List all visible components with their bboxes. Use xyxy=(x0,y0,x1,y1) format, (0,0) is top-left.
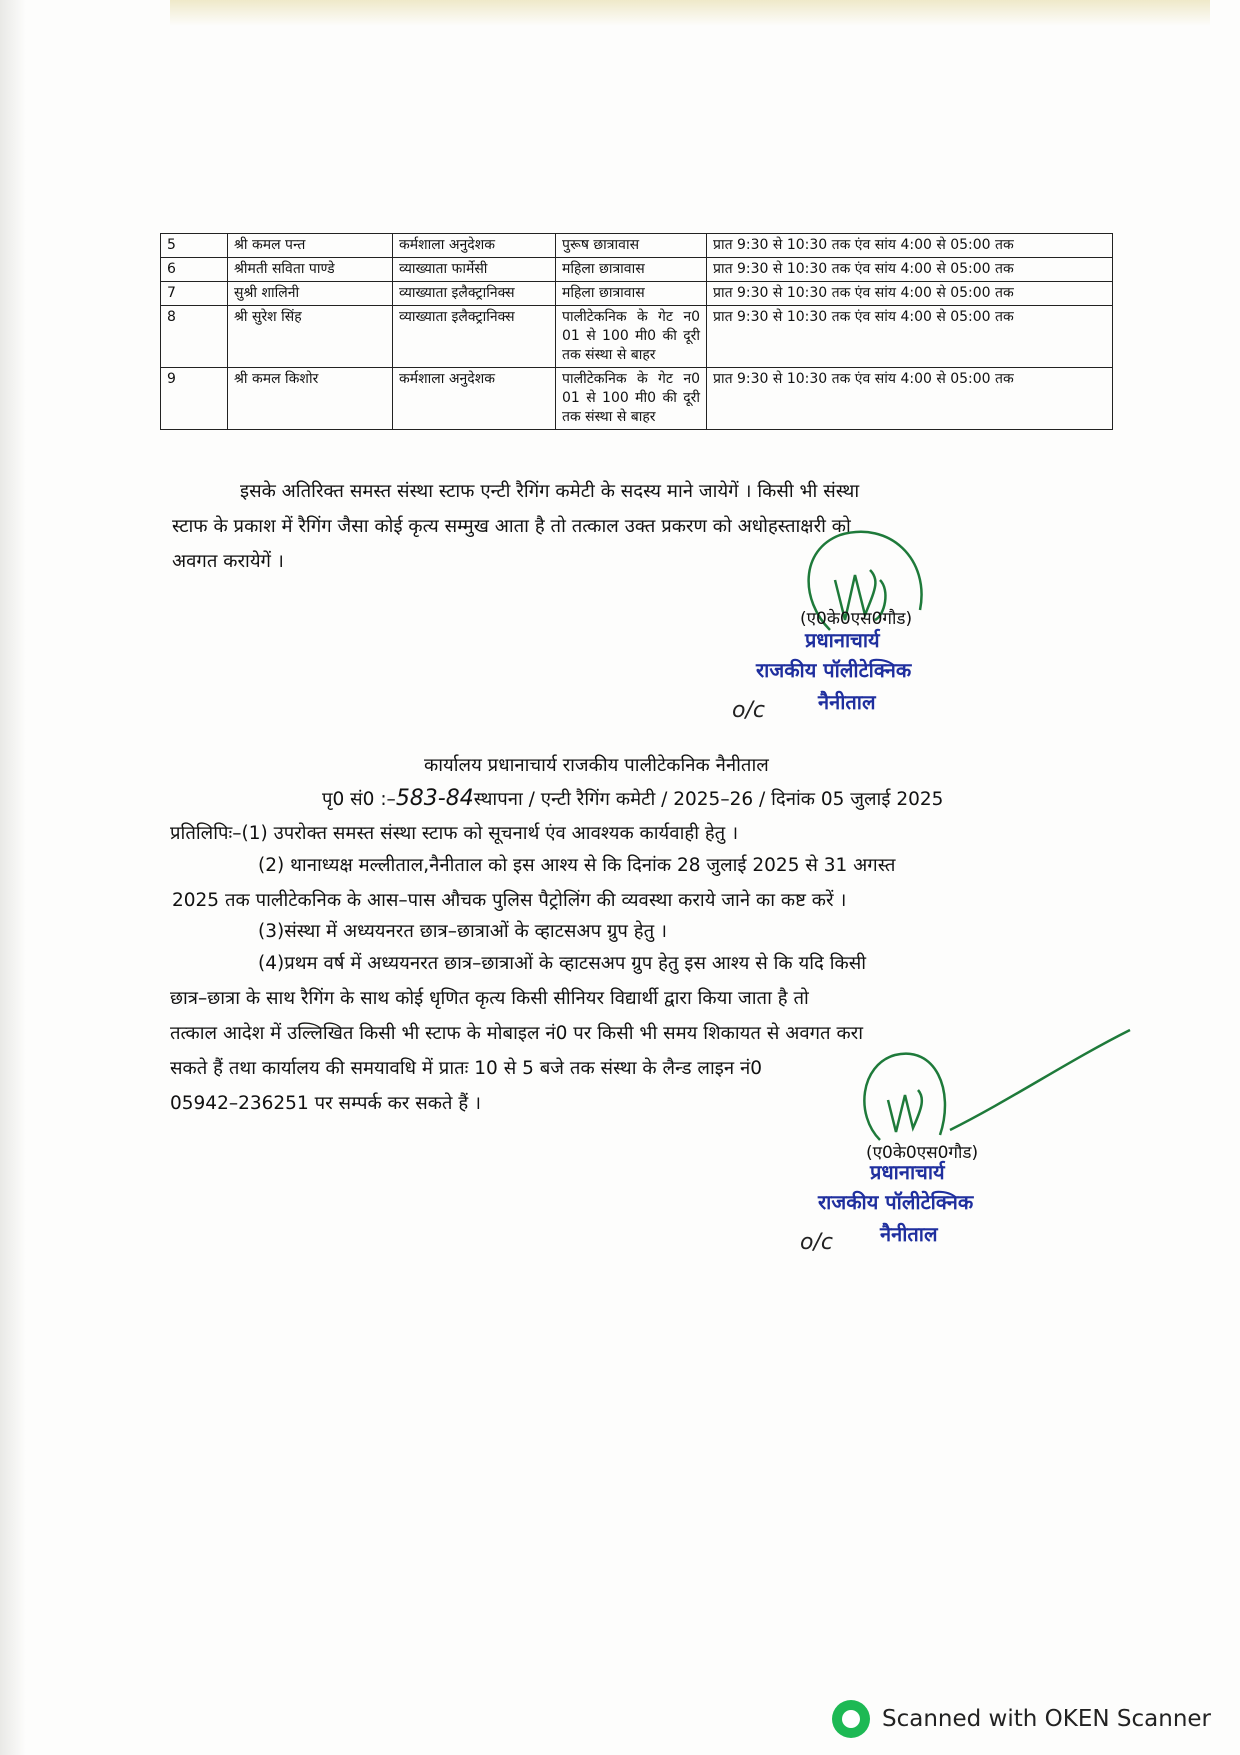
duty-location-cell: महिला छात्रावास xyxy=(556,258,707,282)
designation-cell: कर्मशाला अनुदेशक xyxy=(393,234,556,258)
table-row xyxy=(161,234,1113,258)
oken-scanner-logo-icon xyxy=(832,1700,870,1738)
stamp-2-title: प्रधानाचार्य xyxy=(870,1160,945,1184)
designation-cell: व्याख्याता इलैक्ट्रानिक्स xyxy=(393,282,556,306)
copy-item-4-line: 05942–236251 पर सम्पर्क कर सकते हैं । xyxy=(170,1093,482,1114)
reference-suffix: स्थापना / एन्टी रैगिंग कमेटी / 2025–26 / दिनांक 05 जुलाई 2025 xyxy=(473,789,944,810)
table-row xyxy=(161,306,1113,368)
reference-number: 583-84 xyxy=(395,786,474,811)
serial-number-cell: 7 xyxy=(161,282,228,306)
designation-cell: व्याख्याता फार्मेसी xyxy=(393,258,556,282)
staff-duty-table xyxy=(160,233,1113,430)
duty-time-cell: प्रात 9:30 से 10:30 तक एंव सांय 4:00 से 05:00 तक xyxy=(707,368,1113,430)
duty-location-cell: महिला छात्रावास xyxy=(556,282,707,306)
signature-2-name: (ए0के0एस0गौड) xyxy=(866,1143,979,1163)
copy-item-2-line: (2) थानाध्यक्ष मल्लीताल,नैनीताल को इस आश्य से कि दिनांक 28 जुलाई 2025 से 31 अगस्त xyxy=(258,855,896,876)
scan-top-shadow xyxy=(170,0,1210,26)
scanner-watermark xyxy=(832,1700,1211,1738)
copy-item-1: प्रतिलिपिः–(1) उपरोक्त समस्त संस्था स्टाफ को सूचनार्थ एंव आवश्यक कार्यवाही हेतु । xyxy=(170,823,739,844)
oc-mark-1: o/c xyxy=(732,698,765,723)
duty-time-cell: प्रात 9:30 से 10:30 तक एंव सांय 4:00 से 05:00 तक xyxy=(707,306,1113,368)
duty-time-cell: प्रात 9:30 से 10:30 तक एंव सांय 4:00 से 05:00 तक xyxy=(707,258,1113,282)
designation-cell: कर्मशाला अनुदेशक xyxy=(393,368,556,430)
duty-location-cell: पालीटेकनिक के गेट न0 01 से 100 मी0 की दूरी तक संस्था से बाहर xyxy=(556,306,707,368)
staff-name-cell: श्री कमल पन्त xyxy=(228,234,393,258)
reference-line xyxy=(322,786,943,811)
copy-item-2 xyxy=(172,848,1084,918)
paragraph-line: स्टाफ के प्रकाश में रैगिंग जैसा कोई कृत्य सम्मुख आता है तो तत्काल उक्त प्रकरण को अधोहस्ताक्षरी को xyxy=(172,516,851,537)
table-row xyxy=(161,282,1113,306)
serial-number-cell: 6 xyxy=(161,258,228,282)
copy-item-4-line: तत्काल आदेश में उल्लिखित किसी भी स्टाफ के मोबाइल नं0 पर किसी भी समय शिकायत से अवगत करा xyxy=(170,1023,864,1044)
stamp-1-title: प्रधानाचार्य xyxy=(805,628,880,652)
duty-location-cell: पुरूष छात्रावास xyxy=(556,234,707,258)
staff-name-cell: श्री सुरेश सिंह xyxy=(228,306,393,368)
paragraph-line: अवगत करायेगें । xyxy=(172,551,284,572)
staff-name-cell: सुश्री शालिनी xyxy=(228,282,393,306)
duty-location-cell: पालीटेकनिक के गेट न0 01 से 100 मी0 की दूरी तक संस्था से बाहर xyxy=(556,368,707,430)
duty-time-cell: प्रात 9:30 से 10:30 तक एंव सांय 4:00 से 05:00 तक xyxy=(707,234,1113,258)
stamp-1-institution: राजकीय पॉलीटेक्निक xyxy=(756,658,912,682)
stamp-1-city: नैनीताल xyxy=(818,690,876,714)
table-row xyxy=(161,258,1113,282)
designation-cell: व्याख्याता इलैक्ट्रानिक्स xyxy=(393,306,556,368)
copy-item-4-line: (4)प्रथम वर्ष में अध्ययनरत छात्र–छात्राओं के व्हाटसअप ग्रुप हेतु इस आश्य से कि यदि किसी xyxy=(258,953,866,974)
copy-item-4-line: छात्र–छात्रा के साथ रैगिंग के साथ कोई धृणित कृत्य किसी सीनियर विद्यार्थी द्वारा किया जाता है तो xyxy=(170,988,809,1009)
serial-number-cell: 9 xyxy=(161,368,228,430)
serial-number-cell: 8 xyxy=(161,306,228,368)
staff-name-cell: श्रीमती सविता पाण्डे xyxy=(228,258,393,282)
stamp-2-institution: राजकीय पॉलीटेक्निक xyxy=(818,1190,974,1214)
duty-time-cell: प्रात 9:30 से 10:30 तक एंव सांय 4:00 से 05:00 तक xyxy=(707,282,1113,306)
serial-number-cell: 5 xyxy=(161,234,228,258)
scanner-label: Scanned with OKEN Scanner xyxy=(882,1706,1211,1732)
scan-left-edge xyxy=(0,0,26,1755)
copy-item-3: (3)संस्था में अध्ययनरत छात्र–छात्राओं के व्हाटसअप ग्रुप हेतु । xyxy=(258,921,668,942)
table-row xyxy=(161,368,1113,430)
staff-name-cell: श्री कमल किशोर xyxy=(228,368,393,430)
oc-mark-2: o/c xyxy=(800,1230,833,1255)
paragraph-line: इसके अतिरिक्त समस्त संस्था स्टाफ एन्टी रैगिंग कमेटी के सदस्य माने जायेगें । किसी भी संस्था xyxy=(240,481,860,502)
copy-item-4-line: सकते हैं तथा कार्यालय की समयावधि में प्रातः 10 से 5 बजे तक संस्था के लैन्ड लाइन नं0 xyxy=(170,1058,763,1079)
stamp-2-city: नैनीताल xyxy=(880,1222,938,1246)
office-heading: कार्यालय प्रधानाचार्य राजकीय पालीटेकनिक नैनीताल xyxy=(424,755,769,776)
signature-1-name: (ए0के0एस0गौड) xyxy=(800,609,913,629)
copy-item-2-line: 2025 तक पालीटेकनिक के आस–पास औचक पुलिस पैट्रोलिंग की व्यवस्था कराये जाने का कष्ट करें । xyxy=(172,890,847,911)
reference-prefix: पृ0 सं0 :– xyxy=(322,789,396,810)
